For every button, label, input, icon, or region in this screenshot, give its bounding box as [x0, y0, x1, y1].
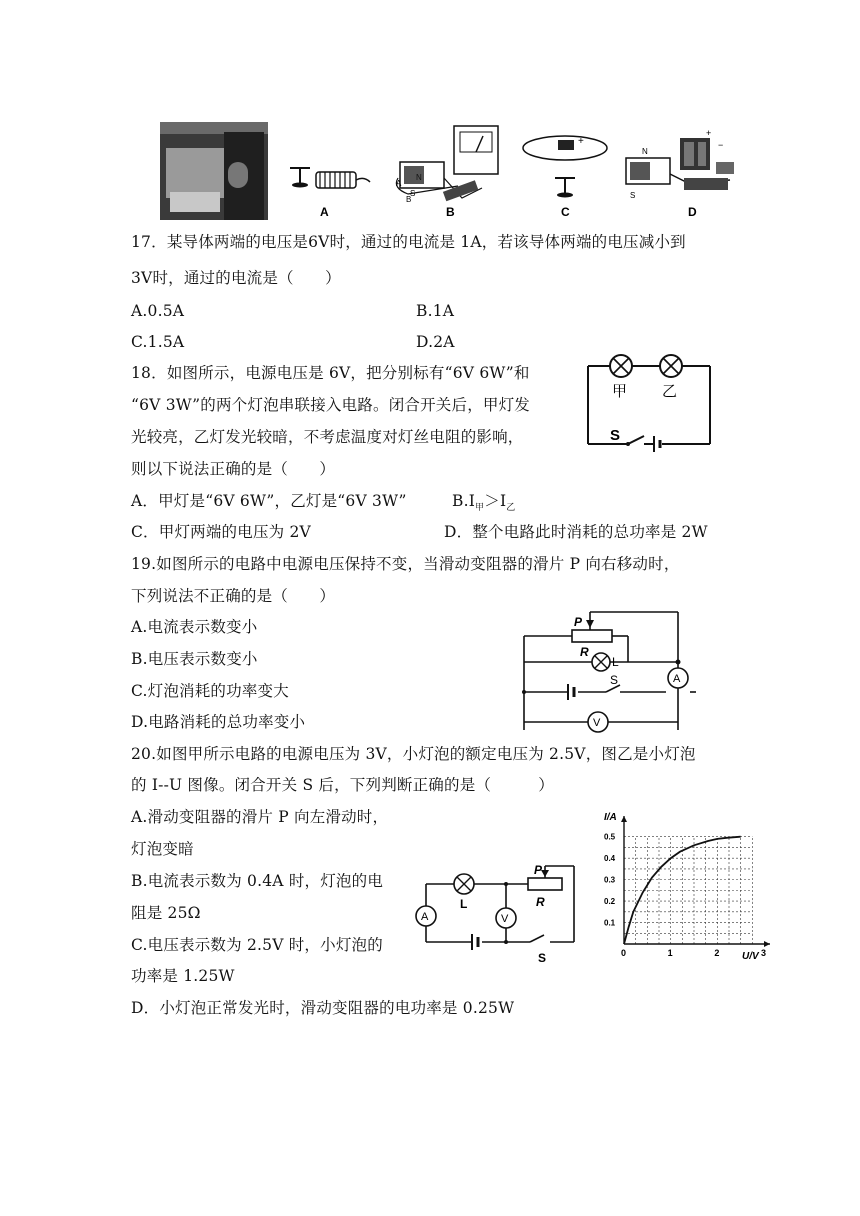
q19-label-s: S: [610, 673, 619, 687]
chart-y-axis-label: I/A: [604, 812, 617, 823]
q17-option-a[interactable]: A.0.5A: [131, 302, 185, 320]
x-tick-label: 2: [714, 948, 720, 958]
q19-option-d[interactable]: D.电路消耗的总功率变小: [131, 713, 306, 731]
q20-label-s: S: [538, 951, 547, 965]
x-tick-label: 1: [667, 948, 673, 958]
q18-option-b-sub1: 甲: [475, 503, 485, 514]
chart-axes: [621, 816, 770, 947]
label-d: D: [688, 205, 697, 219]
q20-option-c-line1[interactable]: C.电压表示数为 2.5V 时，小灯泡的: [131, 936, 383, 954]
q20-option-c-line2[interactable]: 功率是 1.25W: [131, 967, 235, 985]
q20-voltmeter-label: V: [501, 913, 509, 925]
q17-stem-line1: 17．某导体两端的电压是6V时，通过的电流是 1A，若该导体两端的电压减小到: [131, 233, 686, 251]
apparatus-a: [290, 168, 370, 219]
q18-circuit: [580, 344, 720, 456]
label-b-s: S: [410, 189, 416, 198]
chart-ticks: [604, 833, 766, 958]
q19-label-l: L: [612, 655, 619, 669]
q20-option-b-line1[interactable]: B.电流表示数为 0.4A 时，灯泡的电: [131, 872, 384, 890]
q18-stem-line3: 光较亮，乙灯发光较暗，不考虑温度对灯丝电阻的影响，: [131, 428, 524, 446]
y-tick-label: 0.2: [604, 897, 616, 907]
y-tick-label: 0.1: [604, 918, 616, 928]
q20-stem-line1: 20.如图甲所示电路的电源电压为 3V，小灯泡的额定电压为 2.5V，图乙是小灯泡: [131, 745, 696, 763]
svg-text:+: +: [578, 136, 584, 147]
apparatus-c: [523, 136, 607, 219]
q18-stem-line2: “6V 3W”的两个灯泡串联接入电路。闭合开关后，甲灯发: [131, 396, 531, 414]
q20-option-b-line2[interactable]: 阻是 25Ω: [131, 904, 201, 922]
q17-option-c[interactable]: C.1.5A: [131, 333, 185, 351]
q19-stem-line1: 19.如图所示的电路中电源电压保持不变，当滑动变阻器的滑片 P 向右移动时，: [131, 555, 680, 573]
q18-stem-line4: 则以下说法正确的是（ ）: [131, 460, 336, 478]
q20-circuit: [410, 858, 582, 968]
lamp-yi-label: 乙: [662, 383, 678, 400]
q18-option-b-sub2: 乙: [506, 503, 516, 514]
figure16-apparatus: [280, 118, 760, 222]
label-b-b: B: [406, 195, 412, 204]
q19-option-c[interactable]: C.灯泡消耗的功率变大: [131, 682, 289, 700]
label-b-n: N: [416, 173, 422, 182]
svg-text:−: −: [718, 140, 724, 150]
q20-label-r: R: [536, 895, 545, 909]
svg-text:+: +: [706, 128, 712, 138]
q20-ammeter-label: A: [421, 911, 429, 923]
q18-option-b-prefix: B.I: [452, 492, 476, 510]
label-d-s: S: [630, 191, 636, 200]
q20-label-p: P: [534, 863, 543, 877]
q18-option-d[interactable]: D．整个电路此时消耗的总功率是 2W: [444, 523, 708, 541]
q19-label-p: P: [574, 615, 583, 629]
figure-photo: [160, 122, 268, 220]
q19-option-a[interactable]: A.电流表示数变小: [131, 618, 258, 636]
q19-option-b[interactable]: B.电压表示数变小: [131, 650, 258, 668]
label-d-n: N: [642, 147, 648, 156]
q18-stem-line1: 18．如图所示，电源电压是 6V，把分别标有“6V 6W”和: [131, 364, 530, 382]
switch-label: S: [610, 427, 621, 444]
x-tick-label: 0: [621, 948, 627, 958]
iu-chart: [600, 804, 770, 964]
label-b-a: A: [396, 179, 402, 188]
q20-option-a-line1[interactable]: A.滑动变阻器的滑片 P 向左滑动时，: [131, 808, 389, 826]
y-tick-label: 0.3: [604, 875, 616, 885]
q20-stem-line2: 的 I--U 图像。闭合开关 S 后，下列判断正确的是（ ）: [131, 776, 554, 794]
x-axis-arrow-icon: [764, 941, 770, 947]
label-b: B: [446, 205, 455, 219]
q18-option-b-mid: ＞I: [484, 492, 507, 510]
apparatus-b: [396, 126, 498, 219]
q18-option-c[interactable]: C．甲灯两端的电压为 2V: [131, 523, 311, 541]
chart-x-axis-label: U/V: [742, 951, 759, 962]
y-axis-arrow-icon: [621, 816, 627, 822]
apparatus-d: [626, 128, 734, 219]
q18-option-b[interactable]: [452, 491, 515, 518]
q17-option-b[interactable]: B.1A: [416, 302, 455, 320]
q19-stem-line2: 下列说法不正确的是（ ）: [131, 587, 336, 605]
q19-circuit: [516, 606, 696, 738]
label-c: C: [561, 205, 570, 219]
q17-stem-line2: 3V时，通过的电流是（ ）: [131, 269, 341, 287]
q19-voltmeter-label: V: [593, 717, 601, 729]
q20-option-d[interactable]: D．小灯泡正常发光时，滑动变阻器的电功率是 0.25W: [131, 999, 515, 1017]
y-tick-label: 0.4: [604, 854, 616, 864]
q20-label-l: L: [460, 897, 468, 911]
q20-option-a-line2[interactable]: 灯泡变暗: [131, 840, 194, 858]
q17-option-d[interactable]: D.2A: [416, 333, 455, 351]
q19-ammeter-label: A: [673, 673, 681, 685]
x-tick-label: 3: [761, 948, 767, 958]
q18-option-a[interactable]: A．甲灯是“6V 6W”，乙灯是“6V 3W”: [131, 492, 407, 510]
label-a: A: [320, 205, 329, 219]
q19-label-r: R: [580, 645, 589, 659]
y-tick-label: 0.5: [604, 832, 616, 842]
lamp-jia-label: 甲: [612, 383, 628, 400]
